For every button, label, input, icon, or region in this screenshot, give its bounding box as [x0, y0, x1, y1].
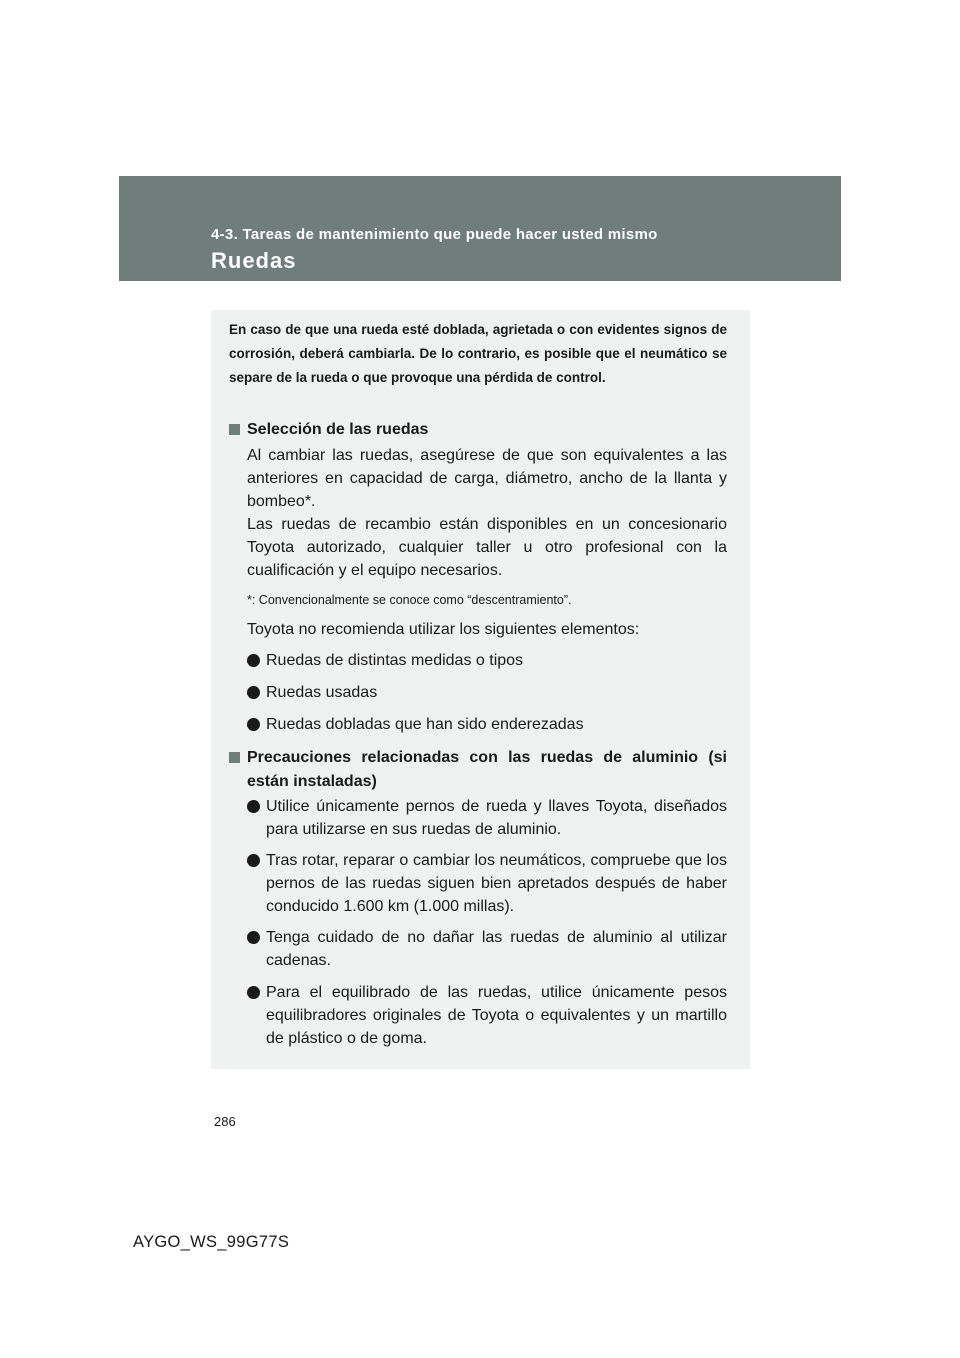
content-box: En caso de que una rueda esté doblada, agrietada o con evidentes signos de corrosión, deberá cambiarla. De lo contrario, es posible que el neumático se separe de la rueda o que provoque una pérdida de control. Selección de las ruedas Al cambiar las ruedas, asegúrese de que son equivalentes a las anteriores en capacidad de carga, diámetro, ancho de la llanta y bombeo*. Las ruedas de recambio están disponibles en un concesionario Toyota autorizado, cualquier taller u otro profesional con la cualificación y el equipo necesarios. *: Convencionalmente se conoce como “descentramiento”. Toyota no recomienda utilizar los siguientes elementos: Ruedas de distintas medidas o tipos Ruedas usadas Ruedas dobladas que han sido enderezadas Precauciones relacionadas con las ruedas de aluminio (si están instaladas) Utilice únicamente pernos de rueda y llaves Toyota, diseñados para utilizarse en sus ruedas de aluminio. Tras rotar, reparar o cambiar los neumáticos, compruebe que los pernos de las ruedas siguen bien apretados después de haber conducido 1.600 km (1.000 millas). Tenga cuidado de no dañar las ruedas de aluminio al utilizar cadenas. Para el equilibrado de las ruedas, utilice únicamente pesos equilibradores originales de Toyota o equivalentes y un martillo de plástico o de goma.	[211, 310, 750, 1069]
bullet-dot-icon	[247, 654, 260, 667]
document-code: AYGO_WS_99G77S	[133, 1233, 290, 1251]
square-bullet-icon	[229, 424, 240, 435]
bullet-dot-icon	[247, 931, 260, 944]
selection-paragraph-2: Las ruedas de recambio están disponibles en un concesionario Toyota autorizado, cualquier taller u otro profesional con la cualificación y el equipo necesarios.	[247, 516, 727, 579]
intro-warning: En caso de que una rueda esté doblada, agrietada o con evidentes signos de corrosión, deberá cambiarla. De lo contrario, es posible que el neumático se separe de la rueda o que provoque una pérdida de control.	[229, 322, 727, 385]
page-header	[119, 176, 841, 281]
footnote: *: Convencionalmente se conoce como “descentramiento”.	[247, 593, 572, 607]
page-title: Ruedas	[211, 248, 297, 273]
square-bullet-icon	[229, 752, 240, 763]
selection-paragraph-1: Al cambiar las ruedas, asegúrese de que son equivalentes a las anteriores en capacidad de carga, diámetro, ancho de la llanta y bombeo*.	[247, 447, 727, 510]
bullet-dot-icon	[247, 854, 260, 867]
recommendation-lead: Toyota no recomienda utilizar los siguientes elementos:	[247, 621, 640, 638]
page-number: 286	[214, 1114, 236, 1129]
bullet-dot-icon	[247, 986, 260, 999]
bullet-dot-icon	[247, 686, 260, 699]
bullet-dot-icon	[247, 718, 260, 731]
bullet-dot-icon	[247, 800, 260, 813]
section-title: 4-3. Tareas de mantenimiento que puede hacer usted mismo	[211, 226, 658, 243]
